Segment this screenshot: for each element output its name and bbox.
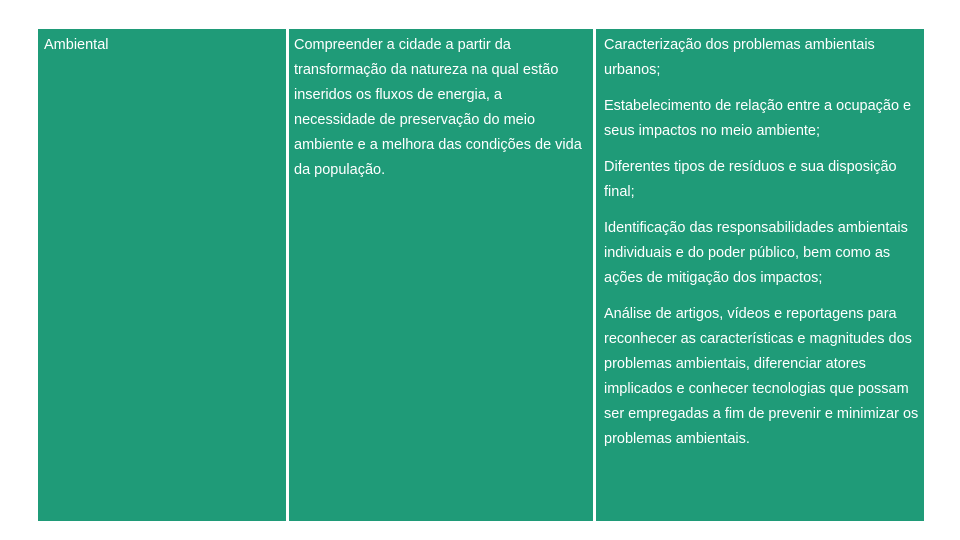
content-item: Estabelecimento de relação entre a ocupação e seus impactos no meio ambiente; <box>604 98 912 139</box>
content-item: Diferentes tipos de resíduos e sua disposição final; <box>604 159 897 200</box>
contents-cell <box>596 29 924 521</box>
content-item: Identificação das responsabilidades ambientais individuais e do poder público, bem como as ações de mitigação dos impactos; <box>604 220 908 286</box>
content-table <box>38 29 924 521</box>
content-item: Análise de artigos, vídeos e reportagens para reconhecer as características e magnitudes dos problemas ambientais, diferenciar atores implicados e conhecer tecnologias que possam ser empregadas a fim de prevenir e minimizar os problemas ambientais. <box>604 306 919 447</box>
content-item: Caracterização dos problemas ambientais urbanos; <box>604 37 875 78</box>
objective-cell <box>289 29 593 521</box>
category-label: Ambiental <box>44 37 109 53</box>
category-cell <box>38 29 286 521</box>
objective-text: Compreender a cidade a partir da transformação da natureza na qual estão inseridos os fluxos de energia, a necessidade de preservação do meio ambiente e a melhora das condições de vida da população. <box>294 37 582 178</box>
